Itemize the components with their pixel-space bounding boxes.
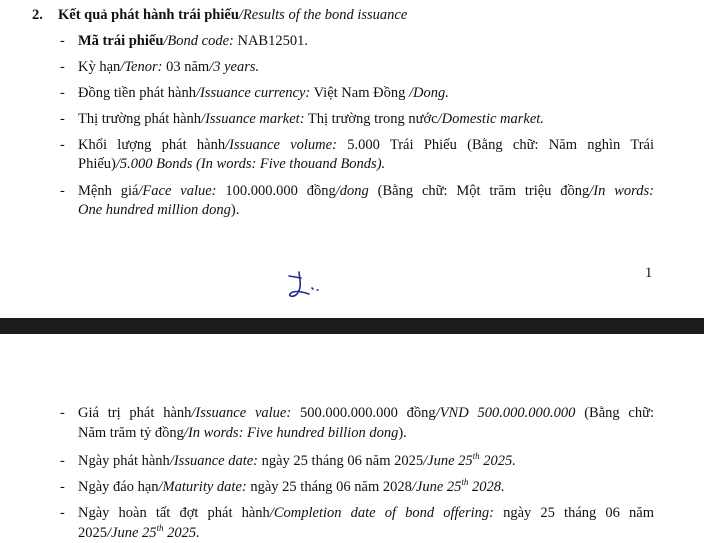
- bullet: -: [60, 405, 65, 421]
- face-value-item-line2: One hundred million dong).: [78, 202, 240, 218]
- currency-item: Đồng tiền phát hành/Issuance currency: Việt Nam Đồng /Dong.: [78, 85, 449, 101]
- bullet: -: [60, 505, 65, 521]
- bond-code-item: Mã trái phiếu/Bond code: NAB12501.: [78, 33, 308, 49]
- page-number: 1: [645, 265, 653, 281]
- section-title: Kết quả phát hành trái phiếu/Results of the bond issuance: [58, 7, 408, 23]
- completion-date-item-line2: 2025/June 25th 2025.: [78, 523, 200, 541]
- section-number: 2.: [32, 7, 43, 23]
- issuance-value-item-line2: Năm trăm tỷ đồng/In words: Five hundred billion dong).: [78, 425, 407, 441]
- face-value-item: Mệnh giá/Face value: 100.000.000 đồng/dong (Bằng chữ: Một trăm triệu đồng/In words:: [78, 183, 654, 199]
- bullet: -: [60, 33, 65, 49]
- bullet: -: [60, 85, 65, 101]
- maturity-date-item: Ngày đáo hạn/Maturity date: ngày 25 tháng 06 năm 2028/June 25th 2028.: [78, 477, 505, 495]
- volume-item: Khối lượng phát hành/Issuance volume: 5.000 Trái Phiếu (Bằng chữ: Năm nghìn Trái: [78, 137, 654, 153]
- bullet: -: [60, 183, 65, 199]
- bullet: -: [60, 59, 65, 75]
- signature-mark: [283, 268, 327, 302]
- volume-item-line2: Phiếu)/5.000 Bonds (In words: Five thouand Bonds).: [78, 156, 386, 172]
- bullet: -: [60, 111, 65, 127]
- bullet: -: [60, 479, 65, 495]
- issuance-value-item: Giá trị phát hành/Issuance value: 500.000.000.000 đồng/VND 500.000.000.000 (Bằng chữ:: [78, 405, 655, 421]
- market-item: Thị trường phát hành/Issuance market: Thị trường trong nước/Domestic market.: [78, 111, 544, 127]
- issuance-date-item: Ngày phát hành/Issuance date: ngày 25 tháng 06 năm 2025/June 25th 2025.: [78, 451, 516, 469]
- page-break-divider: [0, 318, 704, 334]
- bullet: -: [60, 137, 65, 153]
- bullet: -: [60, 453, 65, 469]
- tenor-item: Kỳ hạn/Tenor: 03 năm/3 years.: [78, 59, 260, 75]
- completion-date-item: Ngày hoàn tất đợt phát hành/Completion date of bond offering: ngày 25 tháng 06 năm: [78, 505, 654, 521]
